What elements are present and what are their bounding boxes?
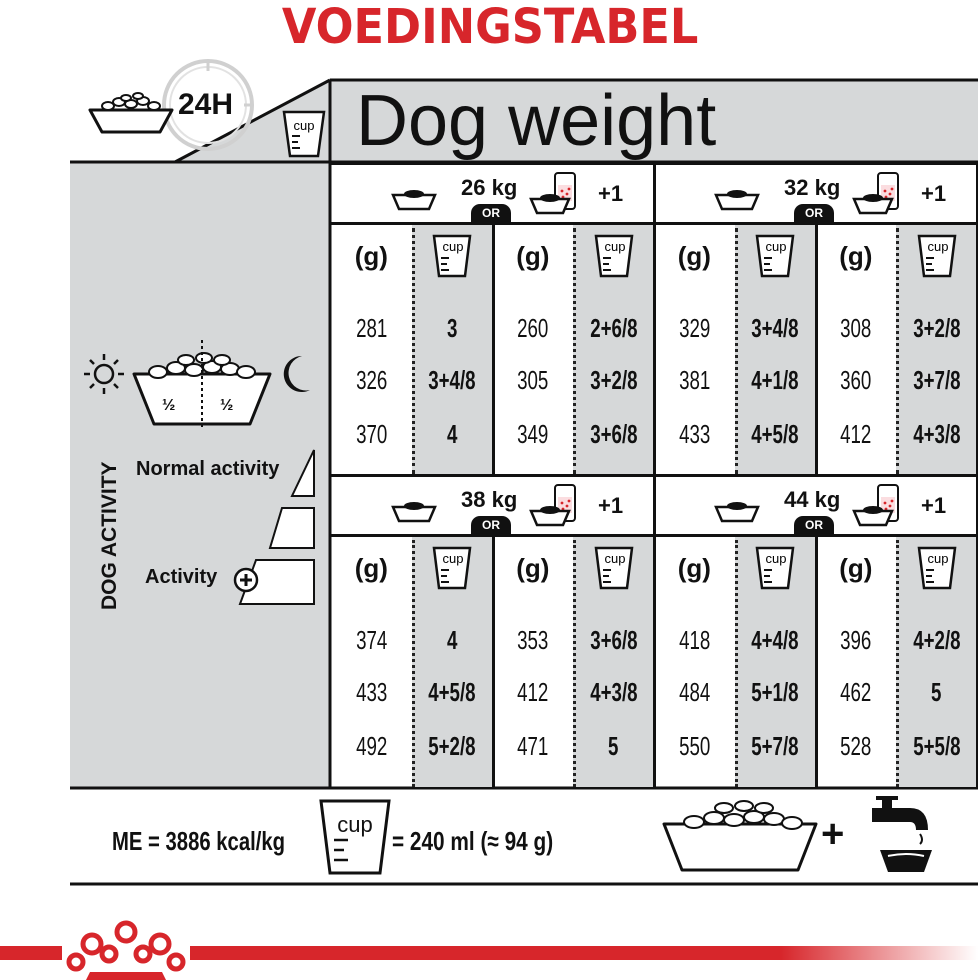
grams-unit-label: (g) [839, 552, 873, 583]
cup-amount-cell [735, 620, 816, 660]
gram-amount-cell [654, 726, 735, 766]
cell-value: 4+5/8 [751, 418, 799, 449]
cell-value: 4 [446, 624, 458, 655]
wet-food-pouch-icon [529, 483, 579, 529]
water-tap-icon [868, 794, 938, 880]
gram-amount-cell [493, 414, 574, 454]
gram-amount-cell [816, 414, 897, 454]
duration-label: 24H [178, 88, 234, 121]
block-top-border [330, 162, 655, 165]
gram-amount-cell [816, 360, 897, 400]
gram-amount-cell [493, 308, 574, 348]
cup-icon [594, 234, 634, 278]
cell-value: 260 [517, 312, 549, 343]
cell-value: 5+2/8 [428, 730, 476, 761]
high-activity-label: Activity [145, 566, 218, 588]
cell-value: 492 [355, 730, 387, 761]
grams-unit-label: (g) [354, 552, 388, 583]
cup-icon-label: cup [293, 118, 315, 133]
grams-unit-label: (g) [677, 552, 711, 583]
cup-icon [917, 234, 957, 278]
block-top-border [330, 474, 655, 477]
svg-text:cup: cup [442, 551, 464, 566]
gram-amount-cell [331, 414, 412, 454]
cup-amount-cell [735, 360, 816, 400]
cup-amount-cell [896, 672, 977, 712]
cup-amount-cell [896, 360, 977, 400]
cell-value: 412 [840, 418, 872, 449]
gram-amount-cell [654, 672, 735, 712]
cup-icon [755, 234, 795, 278]
cell-value: 305 [517, 364, 549, 395]
cup-amount-cell [573, 620, 654, 660]
bowl-icon [714, 187, 760, 211]
cup-amount-cell [735, 414, 816, 454]
block-top-border [653, 474, 978, 477]
gram-amount-cell [816, 308, 897, 348]
cell-value: 4+1/8 [751, 364, 799, 395]
cell-value: 5 [608, 730, 619, 761]
cup-amount-cell [412, 360, 493, 400]
cup-amount-cell [735, 726, 816, 766]
cell-value: 326 [355, 364, 387, 395]
block-weight: 26 kg [461, 175, 518, 200]
gram-amount-cell [493, 360, 574, 400]
cup-amount-cell [412, 672, 493, 712]
cell-value: 3+4/8 [751, 312, 799, 343]
footer-cup-label: cup [337, 812, 373, 837]
or-badge: OR [471, 516, 511, 534]
cell-value: 528 [840, 730, 872, 761]
cell-value: 3+7/8 [912, 364, 961, 395]
gram-amount-cell [654, 620, 735, 660]
cell-value: 433 [355, 676, 387, 707]
svg-text:cup: cup [765, 551, 787, 566]
cup-icon [755, 546, 795, 590]
gram-amount-cell [493, 726, 574, 766]
svg-text:cup: cup [927, 551, 949, 566]
cell-value: 462 [840, 676, 872, 707]
cell-value: 3+4/8 [428, 364, 476, 395]
cell-value: 412 [517, 676, 549, 707]
cell-value: 4+5/8 [428, 676, 476, 707]
cup-amount-cell [735, 672, 816, 712]
gram-amount-cell [331, 726, 412, 766]
block-weight: 32 kg [784, 175, 841, 200]
cup-amount-cell [896, 308, 977, 348]
block-top-border [653, 162, 978, 165]
cell-value: 4 [446, 418, 458, 449]
cell-value: 308 [840, 312, 872, 343]
cell-value: 550 [678, 730, 710, 761]
plus-one-label: +1 [921, 493, 947, 518]
block-weight: 44 kg [784, 487, 841, 512]
cell-value: 471 [517, 730, 549, 761]
cell-value: 418 [678, 624, 710, 655]
cup-amount-cell [412, 414, 493, 454]
gram-amount-cell [816, 620, 897, 660]
cell-value: 4+2/8 [912, 624, 961, 655]
cup-amount-cell [896, 414, 977, 454]
cup-icon [432, 546, 472, 590]
cell-value: 3+6/8 [589, 418, 638, 449]
gram-amount-cell [331, 672, 412, 712]
normal-activity-label: Normal activity [136, 458, 280, 480]
grams-unit-label: (g) [516, 240, 550, 271]
cup-amount-cell [573, 308, 654, 348]
cell-value: 381 [678, 364, 710, 395]
gram-amount-cell [331, 308, 412, 348]
grams-unit-label: (g) [677, 240, 711, 271]
cup-amount-cell [412, 620, 493, 660]
wet-food-pouch-icon [852, 483, 902, 529]
plus-one-label: +1 [921, 181, 947, 206]
block-weight: 38 kg [461, 487, 518, 512]
grams-unit-label: (g) [516, 552, 550, 583]
gram-amount-cell [654, 414, 735, 454]
svg-text:cup: cup [927, 239, 949, 254]
plus-one-label: +1 [598, 493, 624, 518]
grams-unit-label: (g) [354, 240, 388, 271]
cell-value: 281 [355, 312, 387, 343]
cup-amount-cell [412, 308, 493, 348]
half-right-label: ½ [220, 397, 234, 414]
gram-amount-cell [654, 308, 735, 348]
cup-icon [917, 546, 957, 590]
cell-value: 3+6/8 [589, 624, 638, 655]
half-left-label: ½ [162, 397, 176, 414]
cell-value: 4+3/8 [912, 418, 961, 449]
bowl-icon [391, 499, 437, 523]
cell-value: 3 [446, 312, 458, 343]
page-title: VOEDINGSTABEL [281, 0, 699, 55]
cell-value: 484 [678, 676, 710, 707]
crown-logo-icon [64, 918, 190, 980]
or-badge: OR [794, 204, 834, 222]
grams-unit-label: (g) [839, 240, 873, 271]
cell-value: 360 [840, 364, 872, 395]
or-badge: OR [794, 516, 834, 534]
bowl-icon [660, 796, 820, 876]
footer-plus: + [821, 812, 845, 856]
cup-amount-cell [573, 414, 654, 454]
cell-value: 329 [678, 312, 710, 343]
cup-icon [432, 234, 472, 278]
cup-amount-cell [735, 308, 816, 348]
cell-value: 5 [931, 676, 942, 707]
column-title: Dog weight [356, 81, 717, 161]
cell-value: 2+6/8 [589, 312, 638, 343]
wet-food-pouch-icon [852, 171, 902, 217]
cell-value: 374 [355, 624, 387, 655]
dog-activity-label: DOG ACTIVITY [98, 461, 121, 610]
or-badge: OR [471, 204, 511, 222]
cell-value: 5+1/8 [751, 676, 799, 707]
cell-value: 349 [517, 418, 549, 449]
cell-value: 353 [517, 624, 549, 655]
cell-value: 4+4/8 [751, 624, 799, 655]
cup-amount-cell [896, 726, 977, 766]
gram-amount-cell [493, 620, 574, 660]
gram-amount-cell [331, 360, 412, 400]
svg-text:cup: cup [604, 239, 626, 254]
cup-amount-cell [896, 620, 977, 660]
cup-amount-cell [573, 672, 654, 712]
cell-value: 4+3/8 [589, 676, 638, 707]
cell-value: 396 [840, 624, 872, 655]
cup-equivalent-label: = 240 ml (≈ 94 g) [392, 826, 554, 856]
gram-amount-cell [654, 360, 735, 400]
gram-amount-cell [816, 726, 897, 766]
svg-text:cup: cup [604, 551, 626, 566]
cup-amount-cell [412, 726, 493, 766]
cell-value: 370 [355, 418, 387, 449]
cell-value: 5+5/8 [912, 730, 961, 761]
cup-amount-cell [573, 360, 654, 400]
bowl-icon [714, 499, 760, 523]
gram-amount-cell [493, 672, 574, 712]
wet-food-pouch-icon [529, 171, 579, 217]
cell-value: 5+7/8 [751, 730, 799, 761]
svg-text:cup: cup [442, 239, 464, 254]
cell-value: 3+2/8 [912, 312, 961, 343]
plus-one-label: +1 [598, 181, 624, 206]
energy-label: ME = 3886 kcal/kg [112, 826, 286, 856]
cell-value: 3+2/8 [589, 364, 638, 395]
cell-value: 433 [678, 418, 710, 449]
svg-text:cup: cup [765, 239, 787, 254]
cup-amount-cell [573, 726, 654, 766]
gram-amount-cell [816, 672, 897, 712]
bowl-icon [391, 187, 437, 211]
gram-amount-cell [331, 620, 412, 660]
cup-icon [594, 546, 634, 590]
